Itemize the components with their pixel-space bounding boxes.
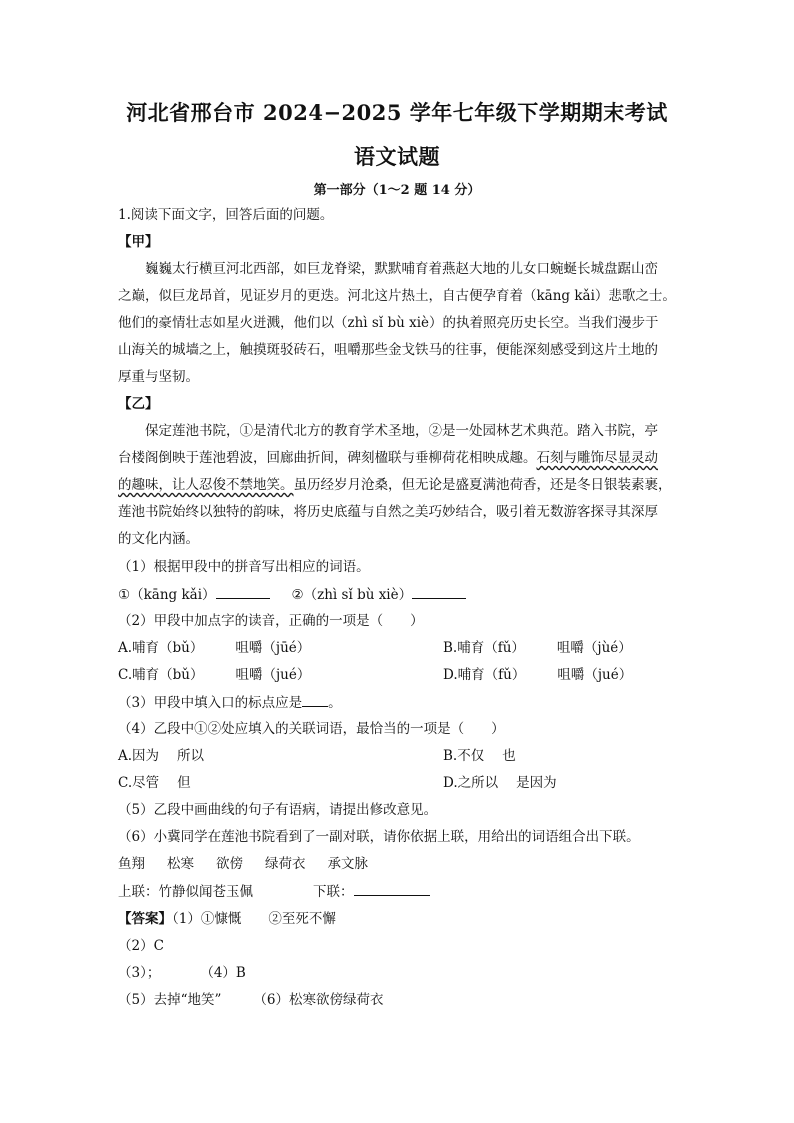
passage-jia-line: 巍巍太行横亘河北西部，如巨龙脊梁，默默哺育着燕赵大地的儿女口蜿蜒长城盘踞山峦 — [145, 261, 658, 277]
option-c: C.尽管 — [118, 775, 160, 791]
option-row — [443, 773, 557, 793]
question-1-5: （5）乙段中画曲线的句子有语病，请提出修改意见。 — [118, 802, 438, 818]
answer-1: （1）①慷慨 ②至死不懈 — [172, 911, 336, 927]
passage-yi-line: 的文化内涵。 — [118, 531, 199, 547]
passage-jia-line: 他们的豪情壮志如星火迸溅，他们以（zhì sǐ bù xiè）的执着照亮历史长空。当我们漫步于 — [118, 315, 659, 331]
option-c: C.哺育（bǔ） — [118, 667, 204, 683]
answer-5: （5）去掉“地笑” — [118, 992, 222, 1008]
option-row — [443, 746, 516, 766]
option-c-second: 咀嚼（jué） — [235, 667, 311, 683]
option-a: A.哺育（bǔ） — [118, 640, 204, 656]
passage-yi-line — [118, 448, 658, 468]
option-a-second: 所以 — [177, 748, 205, 764]
couplet-upper: 上联：竹静似闻苍玉佩 — [118, 884, 253, 900]
couplet-word: 鱼翔 — [118, 856, 145, 872]
option-row — [118, 746, 204, 766]
option-c-second: 但 — [177, 775, 191, 791]
passage-yi-line — [118, 475, 672, 495]
option-b: B.哺育（fǔ） — [443, 640, 525, 656]
answer-line — [118, 990, 384, 1010]
passage-yi-text: 虽历经岁月沧桑，但无论是盛夏满池荷香，还是冬日银装素裹， — [293, 477, 672, 493]
question-1-3-text: （3）甲段中填入口的标点应是 — [118, 695, 303, 711]
question-1-1-blanks — [118, 584, 466, 605]
option-b-second: 也 — [502, 748, 516, 764]
question-1-6: （6）小冀同学在莲池书院看到了一副对联，请你依据上联，用给出的词语组合出下联。 — [118, 829, 640, 845]
answer-blank[interactable] — [216, 584, 270, 599]
answer-line — [118, 909, 336, 929]
passage-jia-line: 山海关的城墙之上，触摸斑驳砖石，咀嚼那些金戈铁马的往事，便能深刻感受到这片土地的 — [118, 342, 658, 358]
passage-jia-label: 【甲】 — [118, 234, 159, 250]
question-1-3 — [118, 692, 342, 713]
wavy-underlined-sentence: 的趣味，让人忍俊不禁地笑。 — [118, 477, 294, 493]
option-b-second: 咀嚼（jùé） — [556, 640, 632, 656]
option-row — [118, 638, 310, 658]
section-header: 第一部分（1～2 题 14 分） — [313, 183, 481, 198]
couplet-word: 承文脉 — [327, 856, 368, 872]
passage-jia-line: 厚重与坚韧。 — [118, 369, 199, 385]
option-d-second: 是因为 — [516, 775, 557, 791]
answer-4: （4）B — [200, 965, 246, 981]
pinyin-b: ②（zhì sǐ bù xiè） — [291, 587, 413, 603]
option-d: D.哺育（fǔ） — [443, 667, 526, 683]
exam-title: 河北省邢台市 2024−2025 学年七年级下学期期末考试 — [126, 100, 668, 125]
exam-subject-title: 语文试题 — [354, 144, 440, 169]
option-row — [443, 638, 632, 658]
option-row — [443, 665, 632, 685]
couplet-word-list — [118, 854, 368, 874]
answer-blank[interactable] — [302, 692, 328, 707]
option-row — [118, 773, 191, 793]
question-1-2: （2）甲段中加点字的读音，正确的一项是（ ） — [118, 613, 424, 629]
passage-yi-text: 台楼阁倒映于莲池碧波，回廊曲折间，碑刻楹联与垂柳荷花相映成趣。 — [118, 450, 537, 466]
passage-yi-label: 【乙】 — [118, 396, 159, 412]
option-row — [118, 665, 310, 685]
option-d: D.之所以 — [443, 775, 499, 791]
wavy-underlined-sentence: 石刻与雕饰尽显灵动 — [536, 450, 658, 466]
pinyin-a: ①（kāng kǎi） — [118, 587, 216, 603]
answer-blank[interactable] — [412, 584, 466, 599]
question-1-1: （1）根据甲段中的拼音写出相应的词语。 — [118, 559, 370, 575]
question-1-prompt: 1.阅读下面文字，回答后面的问题。 — [118, 207, 334, 223]
answer-blank[interactable] — [354, 881, 430, 896]
couplet-lower-label: 下联： — [313, 884, 354, 900]
option-b: B.不仅 — [443, 748, 485, 764]
option-a: A.因为 — [118, 748, 160, 764]
couplet-word: 欲傍 — [216, 856, 243, 872]
answer-2: （2）C — [118, 938, 164, 954]
answer-label: 【答案】 — [118, 911, 172, 927]
passage-yi-line: 莲池书院始终以独特的韵味，将历史底蕴与自然之美巧妙结合，吸引着无数游客探寻其深厚 — [118, 504, 658, 520]
answer-line — [118, 963, 246, 983]
option-d-second: 咀嚼（jué） — [557, 667, 633, 683]
answer-6: （6）松寒欲傍绿荷衣 — [253, 992, 384, 1008]
question-1-4: （4）乙段中①②处应填入的关联词语，最恰当的一项是（ ） — [118, 721, 505, 737]
passage-jia-line: 之巅，似巨龙昂首，见证岁月的更迭。河北这片热土，自古便孕育着（kāng kǎi）悲歌之士。 — [118, 288, 676, 304]
passage-yi-line: 保定莲池书院，①是清代北方的教育学术圣地，②是一处园林艺术典范。踏入书院，亭 — [145, 423, 658, 439]
answer-3: （3）； — [118, 965, 161, 981]
couplet-line — [118, 881, 430, 902]
couplet-word: 绿荷衣 — [265, 856, 306, 872]
question-1-3-end: 。 — [328, 695, 342, 711]
option-a-second: 咀嚼（jūé） — [235, 640, 311, 656]
couplet-word: 松寒 — [167, 856, 194, 872]
